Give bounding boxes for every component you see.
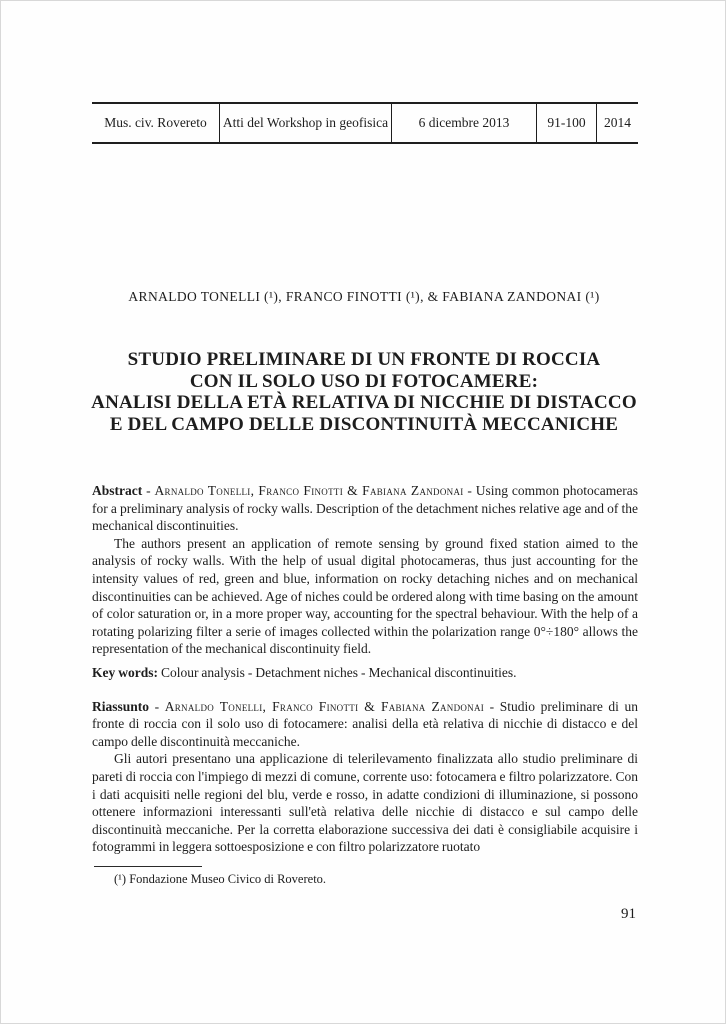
paper-title-line-1: STUDIO PRELIMINARE DI UN FRONTE DI ROCCIA — [127, 349, 601, 370]
paper-title — [41, 349, 687, 435]
paper-title-line-4: E DEL CAMPO DELLE DISCONTINUITÀ MECCANICHE — [109, 413, 619, 435]
journal-header-table — [92, 102, 638, 144]
footnote-separator-rule — [94, 866, 202, 867]
riassunto-lead: Riassunto - Arnaldo Tonelli, Franco Finotti & Fabiana Zandonai - Studio preliminare di un fronte di roccia con il solo uso di fotocamere: analisi della età relativa di nicchie di distacco e del campo delle discontinuità meccaniche. — [92, 698, 638, 749]
abstract-lead: Abstract - Arnaldo Tonelli, Franco Finotti & Fabiana Zandonai - Using common photocameras for a preliminary analysis of rocky walls. Description of the detachment niches relative age and of the mechanical discontinuities. — [92, 483, 638, 534]
page-number: 91 — [621, 906, 636, 922]
journal-header-cell-year: 2014 — [596, 104, 638, 142]
journal-header-cell-pages: 91-100 — [536, 104, 596, 142]
page-body-text — [92, 482, 638, 856]
keywords-line: Key words: Colour analysis - Detachment niches - Mechanical discontinuities. — [92, 664, 517, 680]
authors-line: ARNALDO TONELLI (¹), FRANCO FINOTTI (¹), & FABIANA ZANDONAI (¹) — [128, 289, 600, 304]
paper-title-line-3: ANALISI DELLA ETÀ RELATIVA DI NICCHIE DI DISTACCO — [91, 392, 637, 413]
journal-header-cell-museum: Mus. civ. Rovereto — [104, 115, 207, 130]
journal-header-cell-date: 6 dicembre 2013 — [391, 104, 536, 142]
footnote-text: (¹) Fondazione Museo Civico di Rovereto. — [114, 872, 327, 886]
paper-title-line-2: CON IL SOLO USO DI FOTOCAMERE: — [189, 370, 539, 392]
riassunto-body: Gli autori presentano una applicazione di telerilevamento finalizzata allo studio preliminare di pareti di roccia con l'impiego di mezzi di comune, corrente uso: fotocamera e filtro polarizzatore. Con i dati acquisiti nelle regioni del blu, verde e rosso, in adatte condizioni di illuminazione, si possono ottenere informazioni interessanti sull'età relativa delle nicchie di distacco e sul campo delle discontinuità meccaniche. Per la corretta elaborazione successiva dei dati è consigliabile acquisire i fotogrammi in leggera sottoesposizione e con filtro polarizzatore ruotato — [92, 751, 638, 855]
abstract-body: The authors present an application of remote sensing by ground fixed station aimed to the analysis of rocky walls. With the help of usual digital photocameras, thus just accounting for the intensity values of red, green and blue, information on rocky detaching niches and on mechanical discontinuities can be achieved. Age of niches could be ordered along with time basing on the amount of color saturation or, in a more proper way, accounting for the spectral behaviour. With the help of a rotating polarizing filter a serie of images collected within the polarization range 0°÷180° allows the representation of the mechanical discontinuity field. — [92, 535, 638, 657]
journal-header-cell-series: Atti del Workshop in geofisica — [219, 104, 391, 142]
